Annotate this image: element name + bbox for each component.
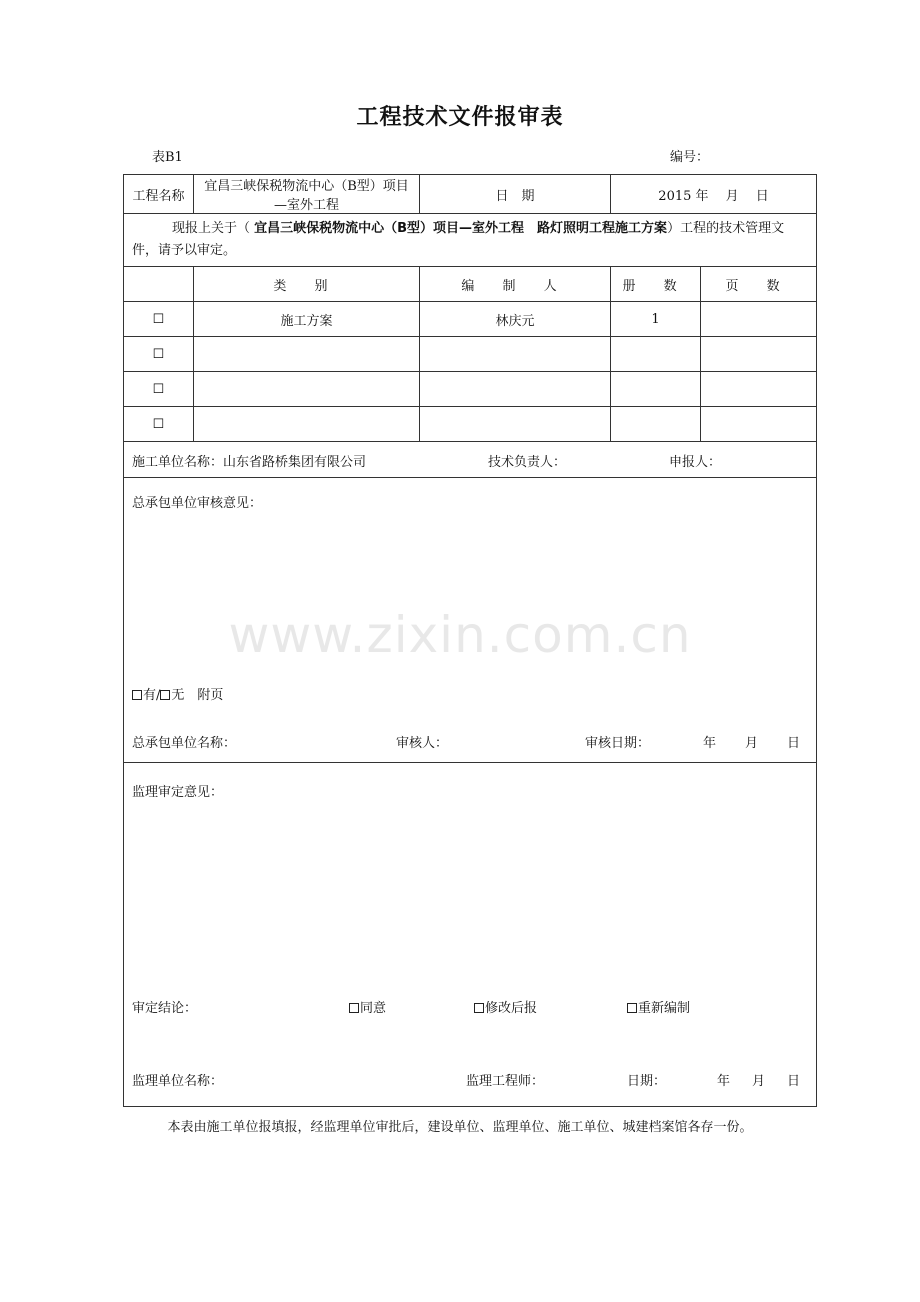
attachment-none-label: 无 附页 [171,688,224,703]
row-type [194,407,420,442]
supervision-review-row [124,763,817,1107]
gc-opinion-label: 总承包单位审核意见： [132,496,263,511]
opt-redo [627,997,690,1016]
row-author [420,337,611,372]
row-type [194,372,420,407]
table-row [124,372,817,407]
row-volumes [611,407,701,442]
row-pages [701,302,817,337]
gc-unit-name-label: 总承包单位名称： [132,736,237,751]
row-checkbox[interactable]: ☐ [124,302,194,337]
intro-suffix: ）工程的技术管理文件，请予以审定。 [132,221,785,258]
supervision-day: 日 [787,1074,801,1089]
gc-reviewer-label: 审核人： [396,736,449,751]
opt-agree [349,997,386,1016]
doc-header-checkbox-col [124,267,194,302]
contractor-row [124,442,817,478]
attachment-none-checkbox[interactable] [160,690,170,700]
redo-label: 重新编制 [638,1001,691,1016]
project-row [124,175,817,214]
project-name-value: 宜昌三峡保税物流中心（B型）项目—室外工程 [194,175,420,214]
tech-lead-label: 技术负责人： [488,455,567,470]
form-title: 工程技术文件报审表 [356,105,564,130]
supervision-date-label: 日期： [627,1074,667,1089]
intro-bold-title: 宜昌三峡保税物流中心（B型）项目—室外工程 路灯照明工程施工方案 [254,221,668,236]
gc-attachment-options [132,684,223,703]
doc-header-volumes: 册 数 [611,267,701,302]
doc-header-pages: 页 数 [701,267,817,302]
doc-table-header [124,267,817,302]
row-volumes: 1 [611,302,701,337]
table-row [124,337,817,372]
table-row [124,407,817,442]
supervision-engineer-label: 监理工程师： [466,1074,545,1089]
gc-year: 年 [703,736,717,751]
row-checkbox[interactable]: ☐ [124,372,194,407]
form-number-label: 编号： [670,150,710,165]
gc-review-date-label: 审核日期： [585,736,651,751]
date-label: 日 期 [420,175,611,214]
contractor-cell [124,442,817,478]
supervision-opinion-label: 监理审定意见： [132,785,224,800]
intro-text [124,214,817,267]
date-value: 2015 年 月 日 [611,175,817,214]
revise-checkbox[interactable] [474,1003,484,1013]
attachment-have-label: 有/ [143,688,161,703]
row-volumes [611,337,701,372]
doc-header-type: 类 别 [194,267,420,302]
row-pages [701,372,817,407]
doc-header-author: 编 制 人 [420,267,611,302]
footnote: 本表由施工单位报填报，经监理单位审批后，建设单位、监理单位、施工单位、城建档案馆各存一份。 [167,1120,753,1135]
agree-checkbox[interactable] [349,1003,359,1013]
revise-label: 修改后报 [485,1001,538,1016]
table-row [124,302,817,337]
supervision-review-cell [124,763,817,1107]
gc-month: 月 [745,736,759,751]
row-author [420,372,611,407]
general-contractor-review-row [124,478,817,763]
contractor-unit-name: 施工单位名称：山东省路桥集团有限公司 [132,455,367,470]
row-author [420,407,611,442]
row-checkbox[interactable]: ☐ [124,337,194,372]
watermark: www.zixin.com.cn [228,606,692,664]
intro-row [124,214,817,267]
review-form-table [123,174,817,1107]
row-author: 林庆元 [420,302,611,337]
row-type: 施工方案 [194,302,420,337]
opt-revise [474,997,537,1016]
row-checkbox[interactable]: ☐ [124,407,194,442]
supervision-year: 年 [717,1074,731,1089]
project-name-label: 工程名称 [124,175,194,214]
gc-day: 日 [787,736,801,751]
form-code: 表B1 [152,150,183,165]
row-pages [701,337,817,372]
agree-label: 同意 [360,1001,387,1016]
conclusion-label: 审定结论： [132,1001,198,1016]
attachment-have-checkbox[interactable] [132,690,142,700]
applicant-label: 申报人： [669,455,722,470]
redo-checkbox[interactable] [627,1003,637,1013]
supervision-unit-label: 监理单位名称： [132,1074,224,1089]
intro-prefix: 现报上关于（ [172,221,255,236]
row-volumes [611,372,701,407]
row-type [194,337,420,372]
supervision-month: 月 [752,1074,766,1089]
row-pages [701,407,817,442]
general-contractor-review-cell [124,478,817,763]
